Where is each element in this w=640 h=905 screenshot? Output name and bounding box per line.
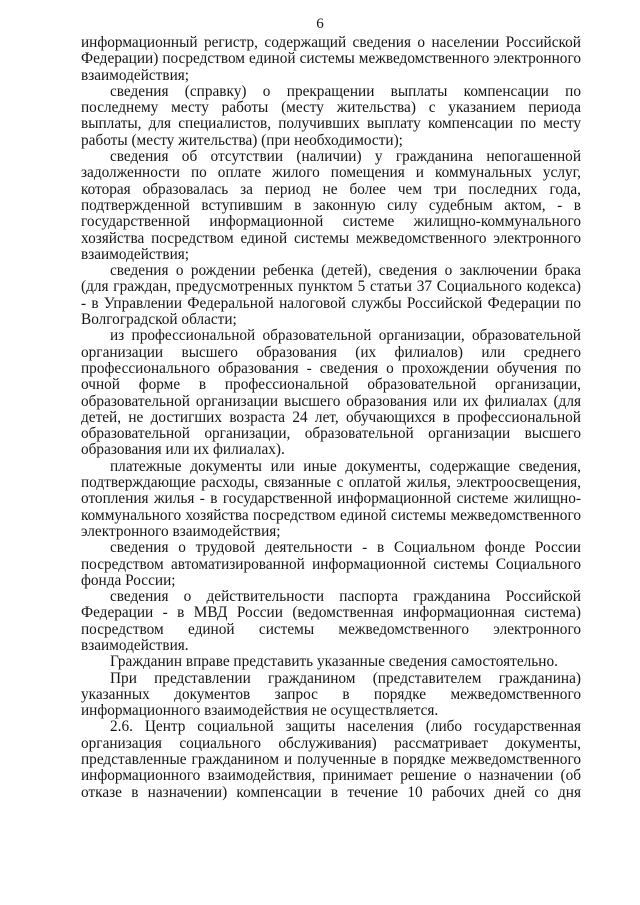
paragraph-self-submission: Гражданин вправе представить указанные сведения самостоятельно. bbox=[110, 653, 558, 671]
paragraph-employment: сведения о трудовой деятельности - в Социальном фонде России посредством автоматизированной информационной системы Социального фонда России; bbox=[81, 539, 581, 589]
paragraph-passport: сведения о действительности паспорта гражданина Российской Федерации - в МВД России (ведомственная информационная система) посредством единой системы межведомственного электронного взаимодействия. bbox=[81, 588, 581, 654]
paragraph-section-2-6: 2.6. Центр социальной защиты населения (либо государственная организация социального обслуживания) рассматривает документы, представленные гражданином и полученные в порядке межведомственного информационного взаимодействия, принимает решение о назначении (об отказе в назначении) компенсации в течение 10 рабочих дней со дня bbox=[81, 718, 581, 801]
paragraph-registry-continuation: информационный регистр, содержащий сведения о населении Российской Федерации) посредством единой системы межведомственного электронного взаимодействия; bbox=[81, 34, 581, 84]
page-number: 6 bbox=[316, 16, 324, 32]
paragraph-education: из профессиональной образовательной организации, образовательной организации высшего образования (их филиалов) или среднего профессионального образования - сведения о прохождении обучения по очной форме в профессиональной образовательной организации, образовательной организации высшего образования или их филиалах (для детей, не достигших возраста 24 лет, обучающихся в профессиональной образовательной организации, образовательной организации высшего образования или их филиалах). bbox=[81, 327, 581, 459]
paragraph-no-request: При представлении гражданином (представителем гражданина) указанных документов запрос в порядке межведомственного информационного взаимодействия не осуществляется. bbox=[81, 669, 581, 720]
document-body bbox=[81, 35, 581, 801]
paragraph-debt-info: сведения об отсутствии (наличии) у гражданина непогашенной задолженности по оплате жилого помещения и коммунальных услуг, которая образовалась за период не более чем три последних года, подтвержденной вступившим в законную силу судебным актом, - в государственной информационной системе жилищно-коммунального хозяйства посредством единой системы межведомственного электронного взаимодействия; bbox=[81, 148, 581, 263]
paragraph-compensation-termination: сведения (справку) о прекращении выплаты компенсации по последнему месту работы (месту жительства) с указанием периода выплаты, для специалистов, получивших выплату компенсации по месту работы (месту жительства) (при необходимости); bbox=[81, 82, 581, 149]
paragraph-payment-documents: платежные документы или иные документы, содержащие сведения, подтверждающие расходы, связанные с оплатой жилья, электроосвещения, отопления жилья - в государственной информационной системе жилищно-коммунального хозяйства посредством единой системы межведомственного электронного взаимодействия; bbox=[81, 457, 581, 540]
paragraph-birth-marriage: сведения о рождении ребенка (детей), сведения о заключении брака (для граждан, предусмотренных пунктом 5 статьи 37 Социального кодекса) - в Управлении Федеральной налоговой службы Российской Федерации по Волгоградской области; bbox=[81, 262, 581, 329]
